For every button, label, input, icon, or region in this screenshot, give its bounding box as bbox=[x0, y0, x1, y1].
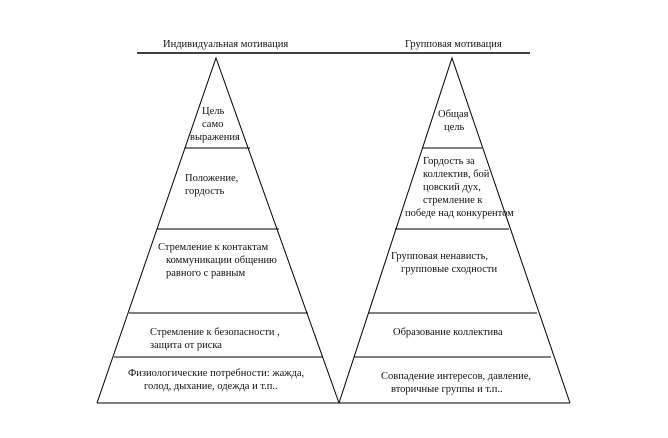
right-level-3-line-1: Групповая ненависть, bbox=[391, 251, 488, 262]
left-level-1-line-2: само bbox=[202, 119, 224, 130]
left-level-3-label bbox=[158, 241, 277, 280]
left-header: Индивидуальная мотивация bbox=[163, 39, 289, 50]
right-level-2-line-4: стремление к bbox=[423, 195, 483, 206]
right-level-5-label bbox=[381, 370, 531, 396]
right-header: Групповая мотивация bbox=[405, 39, 502, 50]
left-level-2-line-1: Положение, bbox=[185, 173, 239, 184]
right-level-4-line-1: Образование коллектива bbox=[393, 327, 503, 338]
right-level-5-line-2: вторичные группы и т.п.. bbox=[391, 384, 503, 395]
right-level-3-line-2: групповые сходности bbox=[401, 264, 498, 275]
left-level-3-line-1: Стремление к контактам bbox=[158, 242, 269, 253]
right-level-1-line-1: Общая bbox=[438, 109, 469, 120]
right-level-2-line-1: Гордость за bbox=[423, 156, 475, 167]
left-level-2-label bbox=[185, 172, 238, 198]
left-level-3-line-2: коммуникации общению bbox=[166, 255, 277, 266]
left-level-5-line-2: голод, дыхание, одежда и т.п.. bbox=[144, 381, 278, 392]
left-level-1-line-1: Цель bbox=[202, 106, 225, 117]
left-level-4-line-2: защита от риска bbox=[150, 340, 222, 351]
left-level-4-label bbox=[150, 326, 280, 352]
left-level-1-line-3: выражения bbox=[190, 132, 240, 143]
right-level-1-line-2: цель bbox=[444, 122, 465, 133]
right-level-1-label bbox=[438, 108, 469, 134]
right-level-3-label bbox=[391, 250, 497, 276]
left-level-5-label bbox=[128, 367, 304, 393]
left-level-4-line-1: Стремление к безопасности , bbox=[150, 327, 280, 338]
right-level-4-label bbox=[393, 326, 503, 339]
right-level-2-label bbox=[405, 155, 514, 220]
left-level-2-line-2: гордость bbox=[185, 186, 225, 197]
right-level-2-line-2: коллектив, бой bbox=[423, 169, 490, 180]
right-level-2-line-3: цовский дух, bbox=[423, 182, 481, 193]
left-level-3-line-3: равного с равным bbox=[166, 268, 246, 279]
left-level-5-line-1: Физиологические потребности: жажда, bbox=[128, 368, 305, 379]
right-level-5-line-1: Совпадение интересов, давление, bbox=[381, 371, 532, 382]
right-level-2-line-5: победе над конкурентом bbox=[405, 208, 514, 219]
left-level-1-label bbox=[190, 105, 240, 144]
